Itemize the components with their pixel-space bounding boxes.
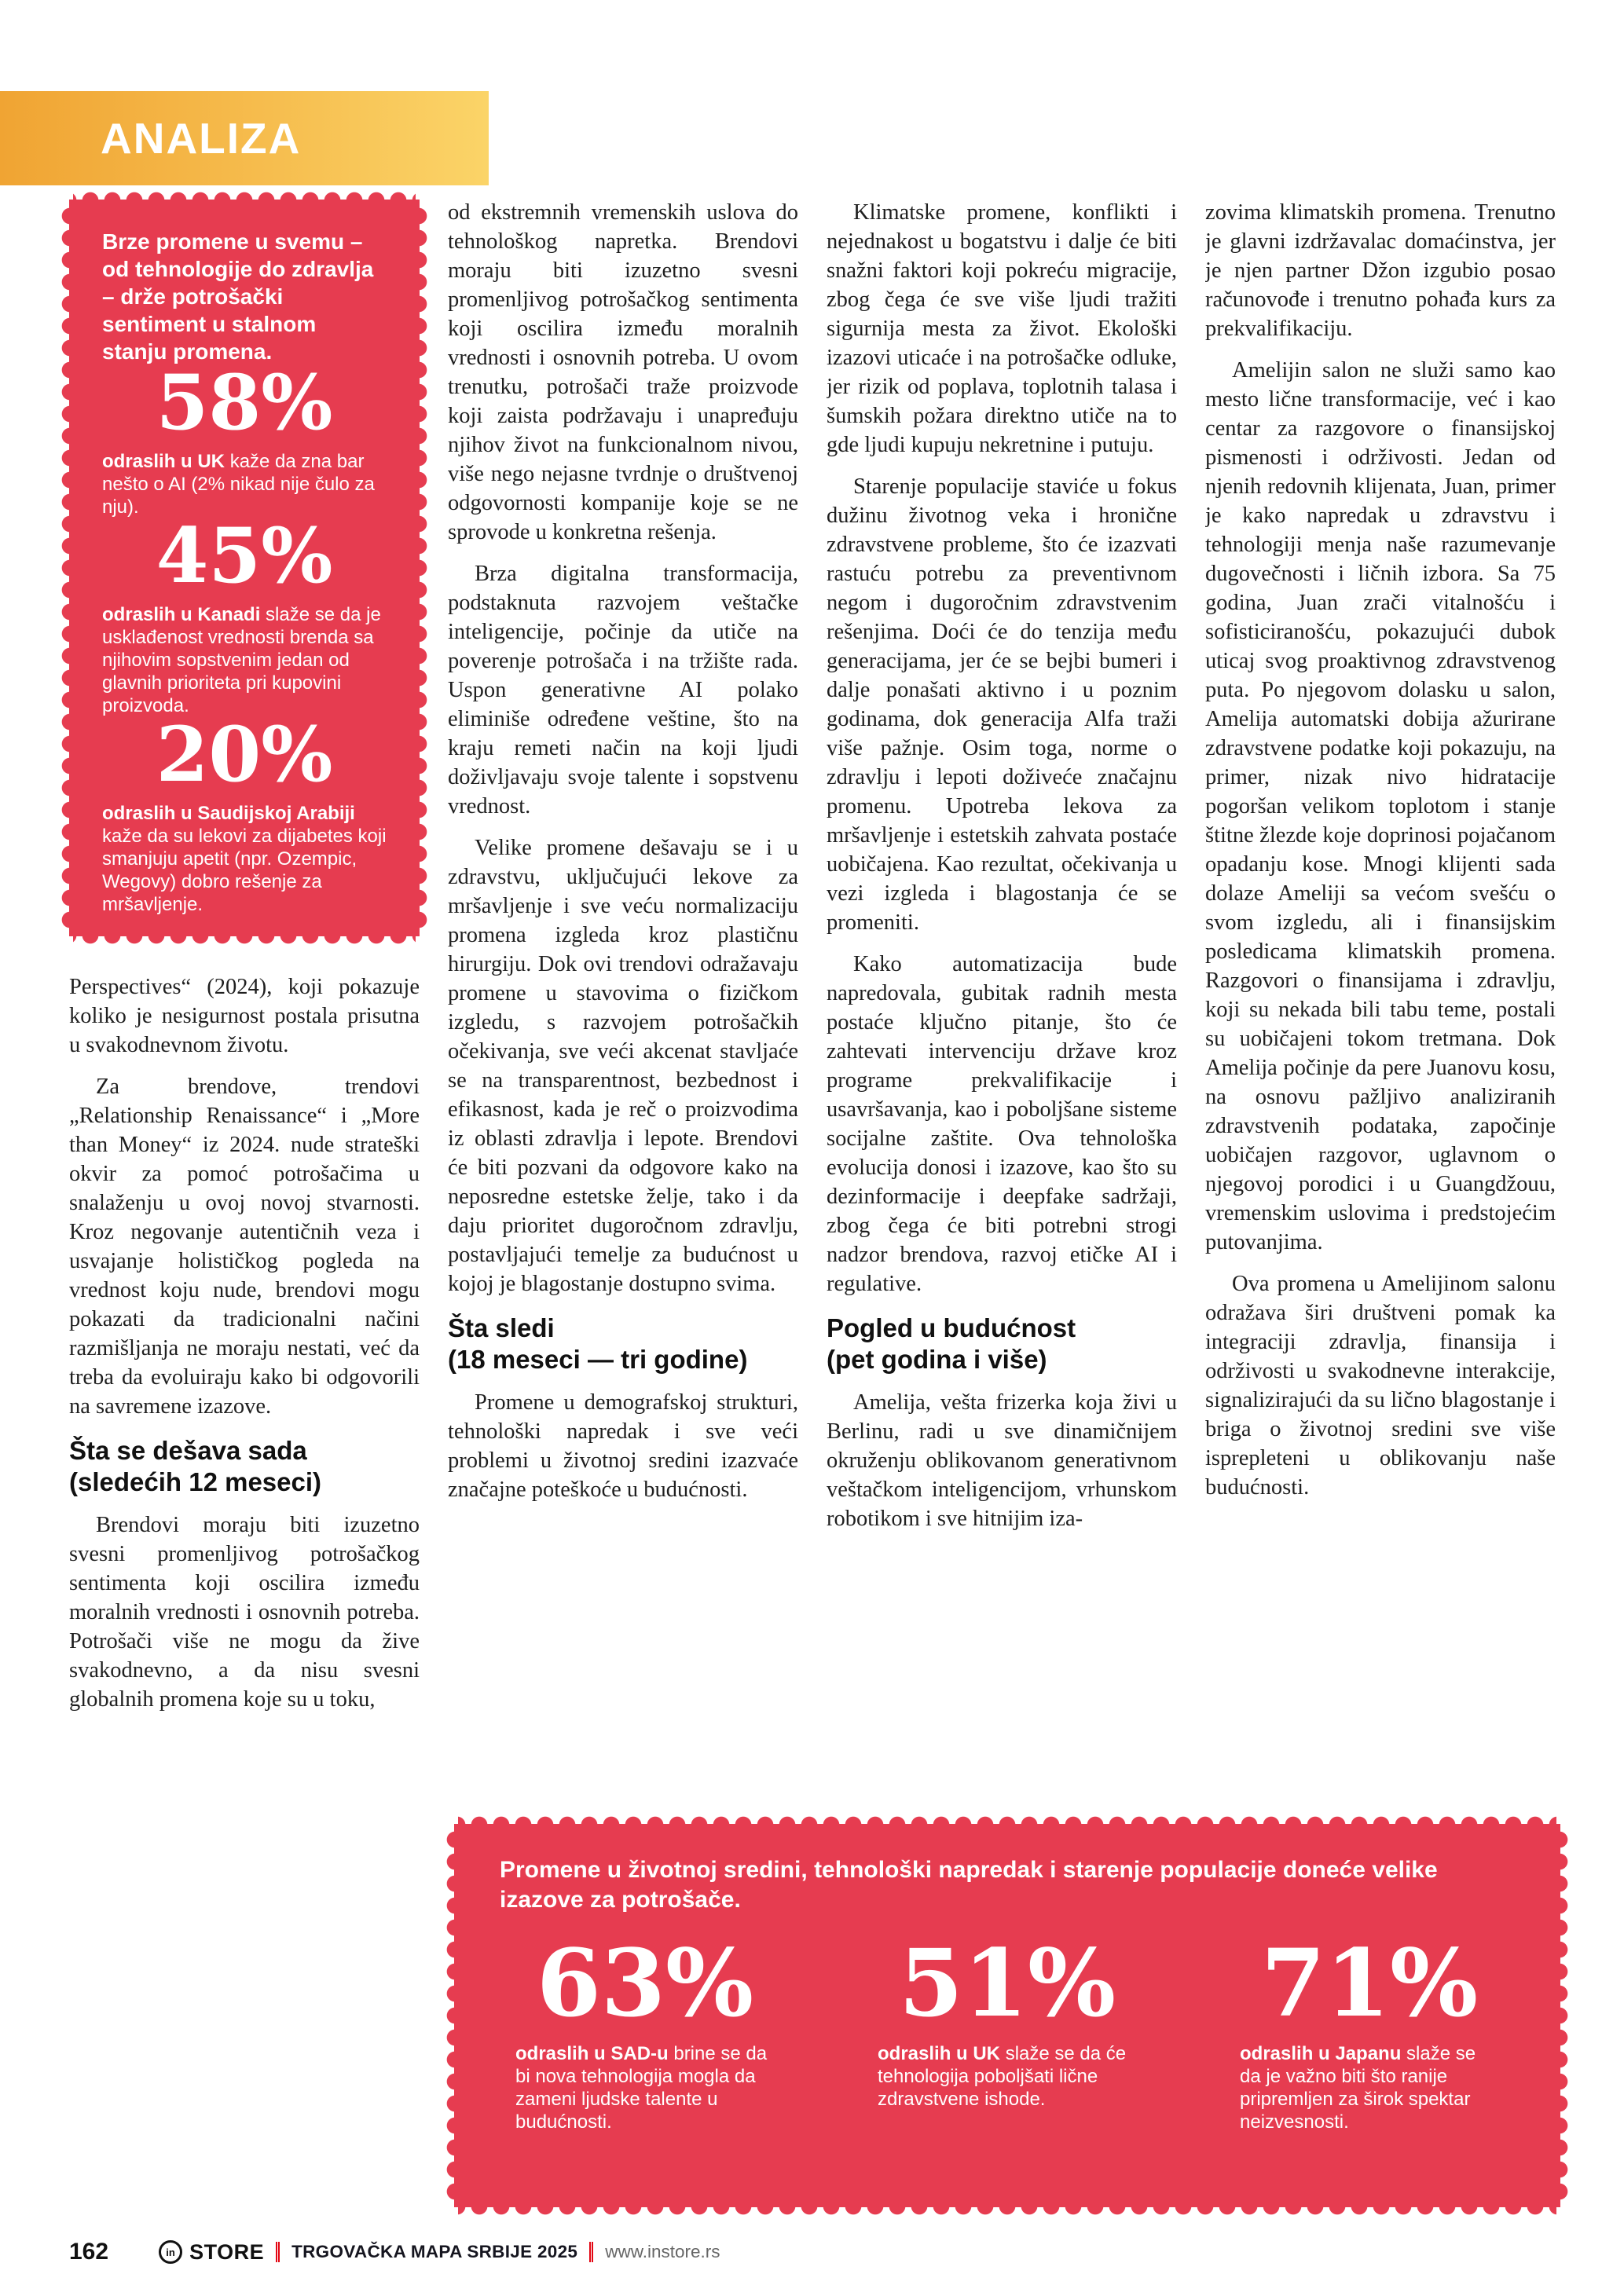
stat-block [102, 358, 387, 518]
body-paragraph: Brza digitalna transformacija, podstaknuta razvojem veštačke inteligencije, počinje da utiče na poverenje potrošača i na tržište rada. Uspon generativne AI polako eliminiše određene veštine, što na kraju remeti način na koji ljudi doživljavaju svoje talente i sopstvenu vrednost. [448, 562, 798, 818]
body-paragraph: Amelija, vešta frizerka koja živi u Berlinu, radi u sve dinamičnijem okruženju oblikovanom generativnom veštačkom inteligencijom, vrhunskom robotikom i sve hitnijim iza- [827, 1390, 1177, 1531]
section-subheading [827, 1313, 1177, 1375]
body-paragraph: od ekstremnih vremenskih uslova do tehnološkog napretka. Brendovi moraju biti izuzetno svesni promenljivog potrošačkog sentimenta koji oscilira između moralnih vrednosti i osnovnih potreba. U ovom trenutku, potrošači traže proizvode koji zaista podržavaju i unapređuju njihov život na funkcionalnom nivou, više nego nejasne tvrdnje o društvenoj odgovornosti kompanije koje se ne sprovode u konkretna rešenja. [448, 200, 798, 544]
stat-lead: odraslih u Kanadi [102, 604, 261, 625]
page-number: 162 [69, 2239, 109, 2265]
body-paragraph: Perspectives“ (2024), koji pokazuje koliko je nesigurnost postala prisutna u svakodnevnom životu. [69, 975, 420, 1057]
stat-block [1240, 1928, 1499, 2133]
section-subheading [448, 1313, 798, 1375]
body-paragraph: Amelijin salon ne služi samo kao mesto lične transformacije, već i kao centar za razgovore o finansijskoj pismenosti i održivosti. Jedan od njenih redovnih klijenata, Juan, primer je kako napredak u zdravstvu i tehnologiji menja naše razumevanje dugovečnosti i ličnih izbora. Sa 75 godina, Juan zrači vitalnošću i sofisticiranošću, pokazujući dubok uticaj svog proaktivnog zdravstvenog puta. Po njegovom dolasku u salon, Amelija automatski dobija ažurirane zdravstvene podatke koji pokazuju, na primer, nizak nivo hidratacije pogoršan velikom toplotom i stanje štitne žlezde koje doprinosi pojačanom opadanju kose. Mnogi klijenti sada dolaze Ameliji sa većom svešću o svom izgledu, ali i finansijskim posledicama klimatskih promena. Razgovori o finansijama i zdravlju, koji su nekada bili tabu teme, postali su uobičajeni tokom tretmana. Dok Amelija počinje da pere Juanovu kosu, na osnovu pažljivo analiziranih zdravstvenih podataka, započinje uobičajen razgovor, uglavnom o njegovoj porodici i u Guangdžouu, vremenskim uslovima i predstojećim putovanjima. [1205, 358, 1556, 1254]
scallop-edge-bottom [73, 936, 416, 945]
section-subheading [69, 1435, 420, 1498]
stat-percentage: 58% [156, 358, 333, 447]
stat-description [515, 2042, 775, 2133]
instore-logo-icon: in [159, 2240, 182, 2264]
body-paragraph: Klimatske promene, konflikti i nejednakost u bogatstvu i dalje će biti snažni faktori koji pokreću migracije, zbog čega će sve više ljudi tražiti sigurnija mesta za život. Ekološki izazovi uticaće i na potrošačke odluke, jer rizik od poplava, toplotnih talasa i šumskih požara direktno utiče na to gde ljudi kupuju nekretnine i putuju. [827, 200, 1177, 457]
body-paragraph: Kako automatizacija bude napredovala, gubitak radnih mesta postaće ključno pitanje, što će zahtevati intervenciju države kroz programe prekvalifikacije i usavršavanja, kao i poboljšane sisteme socijalne zaštite. Ova tehnološka evolucija donosi i izazove, kao što su dezinformacije i deepfake sadržaji, zbog čega će biti potrebni strogi nadzor brendova, razvoj etičke AI i regulative. [827, 952, 1177, 1296]
stats-box-bottom-content [454, 1824, 1560, 2207]
section-banner [0, 91, 489, 185]
stat-percentage: 71% [1260, 1928, 1479, 2038]
stat-desc-text: kaže da su lekovi za dijabetes koji smanjuju apetit (npr. Ozempic, Wegovy) dobro rešenje za mršavljenje. [102, 826, 387, 915]
stats-box-left-content [69, 200, 420, 936]
column-4 [1205, 198, 1556, 1822]
page-footer [69, 2239, 1555, 2265]
publication-title: TRGOVAČKA MAPA SRBIJE 2025 [291, 2242, 578, 2261]
bottom-stats-title: Promene u životnoj sredini, tehnološki napredak i starenje populacije doneće velike izazove za potrošače. [500, 1857, 1438, 1913]
scallop-edge-right [419, 203, 428, 932]
footer-divider [589, 2242, 593, 2262]
stat-block [102, 511, 387, 717]
body-paragraph: Ova promena u Amelijinom salonu odražava širi društveni pomak ka integraciji zdravlja, finansija i održivosti u svakodnevne interakcije, signalizirajući da su lično blagostanje i briga o životnoj sredini sve više isprepleteni u oblikovanju naše budućnosti. [1205, 1272, 1556, 1500]
stat-block [102, 710, 387, 916]
stat-description [102, 603, 387, 717]
stat-lead: odraslih u Japanu [1240, 2043, 1402, 2064]
brand-name: STORE [189, 2239, 265, 2264]
stat-lead: odraslih u SAD-u [515, 2043, 669, 2064]
body-paragraph: Promene u demografskoj strukturi, tehnološki napredak i sve veći problemi u životnoj sredini izazvaće značajne poteškoće u budućnosti. [448, 1390, 798, 1502]
bottom-stats-row [500, 1928, 1515, 2133]
subheading-line: (sledećih 12 meseci) [69, 1467, 322, 1496]
stat-desc-text: slaže se da je važno biti što ranije pripremljen za širok spektar neizvesnosti. [1240, 2043, 1476, 2133]
stat-description [878, 2042, 1137, 2111]
scallop-edge-bottom [458, 2206, 1556, 2216]
stat-block [878, 1928, 1137, 2133]
stat-lead: odraslih u UK [878, 2043, 1001, 2064]
subheading-line: Šta sledi [448, 1313, 555, 1342]
stat-desc-text: kaže da zna bar nešto o AI (2% nikad nije čulo za nju). [102, 451, 375, 518]
stats-intro: Brze promene u svemu – od tehnologije do zdravlja – drže potrošački sentiment u stalnom stanju promena. [102, 229, 374, 364]
body-paragraph: Brendovi moraju biti izuzetno svesni promenljivog potrošačkog sentimenta koji oscilira između moralnih vrednosti i osnovnih potreba. Potrošači više ne mogu da žive svakodnevno, a da nisu svesni globalnih promena koje su u toku, [69, 1513, 420, 1712]
body-paragraph: Za brendove, trendovi „Relationship Renaissance“ i „More than Money“ iz 2024. nude strateški okvir za pomoć potrošačima u snalaženju u ovoj novoj stvarnosti. Kroz negovanje autentičnih veza i usvajanje holističkog pogleda na vrednost koju nude, brendovi mogu pokazati da tradicionalni načini razmišljanja ne moraju nestati, već da treba da evoluiraju kako bi odgovorili na savremene izazove. [69, 1075, 420, 1419]
footer-website: www.instore.rs [605, 2242, 720, 2261]
stat-desc-text: slaže se da će tehnologija poboljšati lične zdravstvene ishode. [878, 2043, 1127, 2110]
subheading-line: (pet godina i više) [827, 1345, 1047, 1374]
stats-box-left [69, 200, 420, 936]
stat-percentage: 45% [156, 511, 333, 600]
stat-description [102, 802, 387, 916]
body-paragraph: zovima klimatskih promena. Trenutno je glavni izdržavalac domaćinstva, jer je njen partner Džon izgubio posao računovođe i trenutno pohađa kurs za prekvalifikaciju. [1205, 200, 1556, 341]
stat-desc-text: brine se da bi nova tehnologija mogla da zameni ljudske talente u budućnosti. [515, 2043, 768, 2133]
instore-logo [159, 2240, 264, 2265]
column-3 [827, 198, 1177, 1822]
column-2 [448, 198, 798, 1822]
stat-desc-text: slaže se da je usklađenost vrednosti brenda sa njihovim sopstvenim jedan od glavnih prioriteta pri kupovini proizvoda. [102, 604, 381, 716]
body-paragraph: Starenje populacije staviće u fokus dužinu životnog veka i hronične zdravstvene probleme, što će izazvati rastuću potrebu za preventivnom negom i dugoročnim zdravstvenim rešenjima. Doći će do tenzija među generacijama, jer će se bejbi bumeri i dalje ponašati aktivno i u poznim godinama, dok generacija Alfa traži više pažnje. Osim toga, norme o zdravlju i lepoti doživeće značajnu promenu. Upotreba lekova za mršavljenje i estetskih zahvata postaće uobičajena. Kao rezultat, očekivanja u vezi izgleda i blagostanja će se promeniti. [827, 474, 1177, 935]
stat-percentage: 63% [536, 1928, 754, 2038]
stat-lead: odraslih u UK [102, 451, 225, 472]
stat-percentage: 20% [156, 710, 333, 799]
stat-description [102, 450, 387, 518]
column-1 [69, 198, 420, 1727]
subheading-line: Šta se dešava sada [69, 1436, 307, 1465]
stat-description [1240, 2042, 1499, 2133]
stat-lead: odraslih u Saudijskoj Arabiji [102, 803, 355, 824]
stat-block [515, 1928, 775, 2133]
subheading-line: Pogled u budućnost [827, 1313, 1076, 1342]
footer-divider [276, 2242, 280, 2262]
section-title: ANALIZA [101, 114, 302, 163]
scallop-edge-right [1560, 1828, 1569, 2203]
body-paragraph: Velike promene dešavaju se i u zdravstvu, uključujući lekove za mršavljenje i sve veću normalizaciju promena izgleda kroz plastičnu hirurgiju. Dok ovi trendovi odražavaju promene u stavovima o fizičkom izgledu, s razvojem potrošačkih očekivanja, sve veći akcenat stavljaće se na transparentnost, bezbednost i efikasnost, kada je reč o proizvodima iz oblasti zdravlja i lepote. Brendovi će biti pozvani da odgovore kako na neposredne estetske želje, tako i da daju prioritet dugoročnom zdravlju, postavljajući temelje za budućnost u kojoj je blagostanje dostupno svima. [448, 836, 798, 1296]
subheading-line: (18 meseci — tri godine) [448, 1345, 748, 1374]
stats-box-bottom [454, 1824, 1560, 2207]
stat-percentage: 51% [898, 1928, 1116, 2038]
